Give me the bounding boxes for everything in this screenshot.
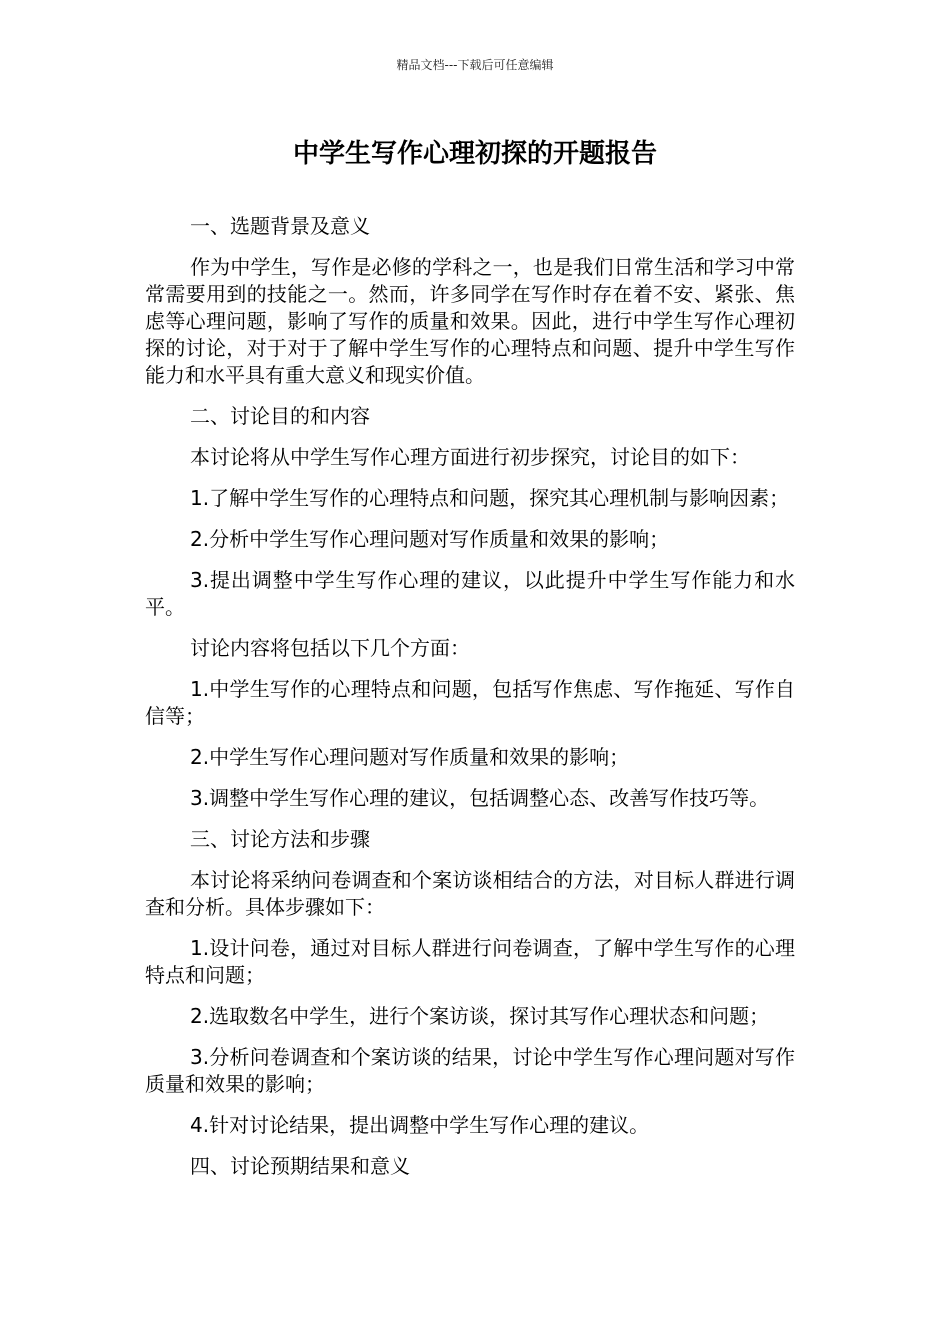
- paragraph-method-intro: 本讨论将采纳问卷调查和个案访谈相结合的方法，对目标人群进行调查和分析。具体步骤如下：: [145, 868, 795, 919]
- document-body: [145, 213, 795, 1194]
- list-item-content-3: 3.调整中学生写作心理的建议，包括调整心态、改善写作技巧等。: [190, 786, 770, 810]
- document-title: 中学生写作心理初探的开题报告: [292, 139, 657, 169]
- list-item-purpose-1: 1.了解中学生写作的心理特点和问题，探究其心理机制与影响因素；: [190, 486, 790, 510]
- list-item-purpose-2: 2.分析中学生写作心理问题对写作质量和效果的影响；: [190, 527, 670, 551]
- list-item-purpose-3: 3.提出调整中学生写作心理的建议，以此提升中学生写作能力和水平。: [145, 568, 795, 619]
- list-item-content-1: 1.中学生写作的心理特点和问题，包括写作焦虑、写作拖延、写作自信等；: [145, 677, 795, 728]
- list-item-content-2: 2.中学生写作心理问题对写作质量和效果的影响；: [190, 745, 630, 769]
- section-heading-purpose: 二、讨论目的和内容: [190, 404, 370, 428]
- paragraph-purpose-intro: 本讨论将从中学生写作心理方面进行初步探究，讨论目的如下：: [190, 445, 750, 469]
- section-heading-background: 一、选题背景及意义: [190, 214, 370, 238]
- paragraph-content-intro: 讨论内容将包括以下几个方面：: [190, 636, 470, 660]
- list-item-step-4: 4.针对讨论结果，提出调整中学生写作心理的建议。: [190, 1113, 650, 1137]
- section-heading-method: 三、讨论方法和步骤: [190, 827, 370, 851]
- list-item-step-3: 3.分析问卷调查和个案访谈的结果，讨论中学生写作心理问题对写作质量和效果的影响；: [145, 1045, 795, 1096]
- section-heading-expected-results: 四、讨论预期结果和意义: [190, 1154, 410, 1178]
- list-item-step-1: 1.设计问卷，通过对目标人群进行问卷调查，了解中学生写作的心理特点和问题；: [145, 936, 795, 987]
- header-note: 精品文档---下载后可任意编辑: [396, 58, 554, 72]
- paragraph-background: 作为中学生，写作是必修的学科之一，也是我们日常生活和学习中常常需要用到的技能之一。然而，许多同学在写作时存在着不安、紧张、焦虑等心理问题，影响了写作的质量和效果。因此，进行中学生写作心理初探的讨论，对于对于了解中学生写作的心理特点和问题、提升中学生写作能力和水平具有重大意义和现实价值。: [145, 255, 795, 387]
- list-item-step-2: 2.选取数名中学生，进行个案访谈，探讨其写作心理状态和问题；: [190, 1004, 770, 1028]
